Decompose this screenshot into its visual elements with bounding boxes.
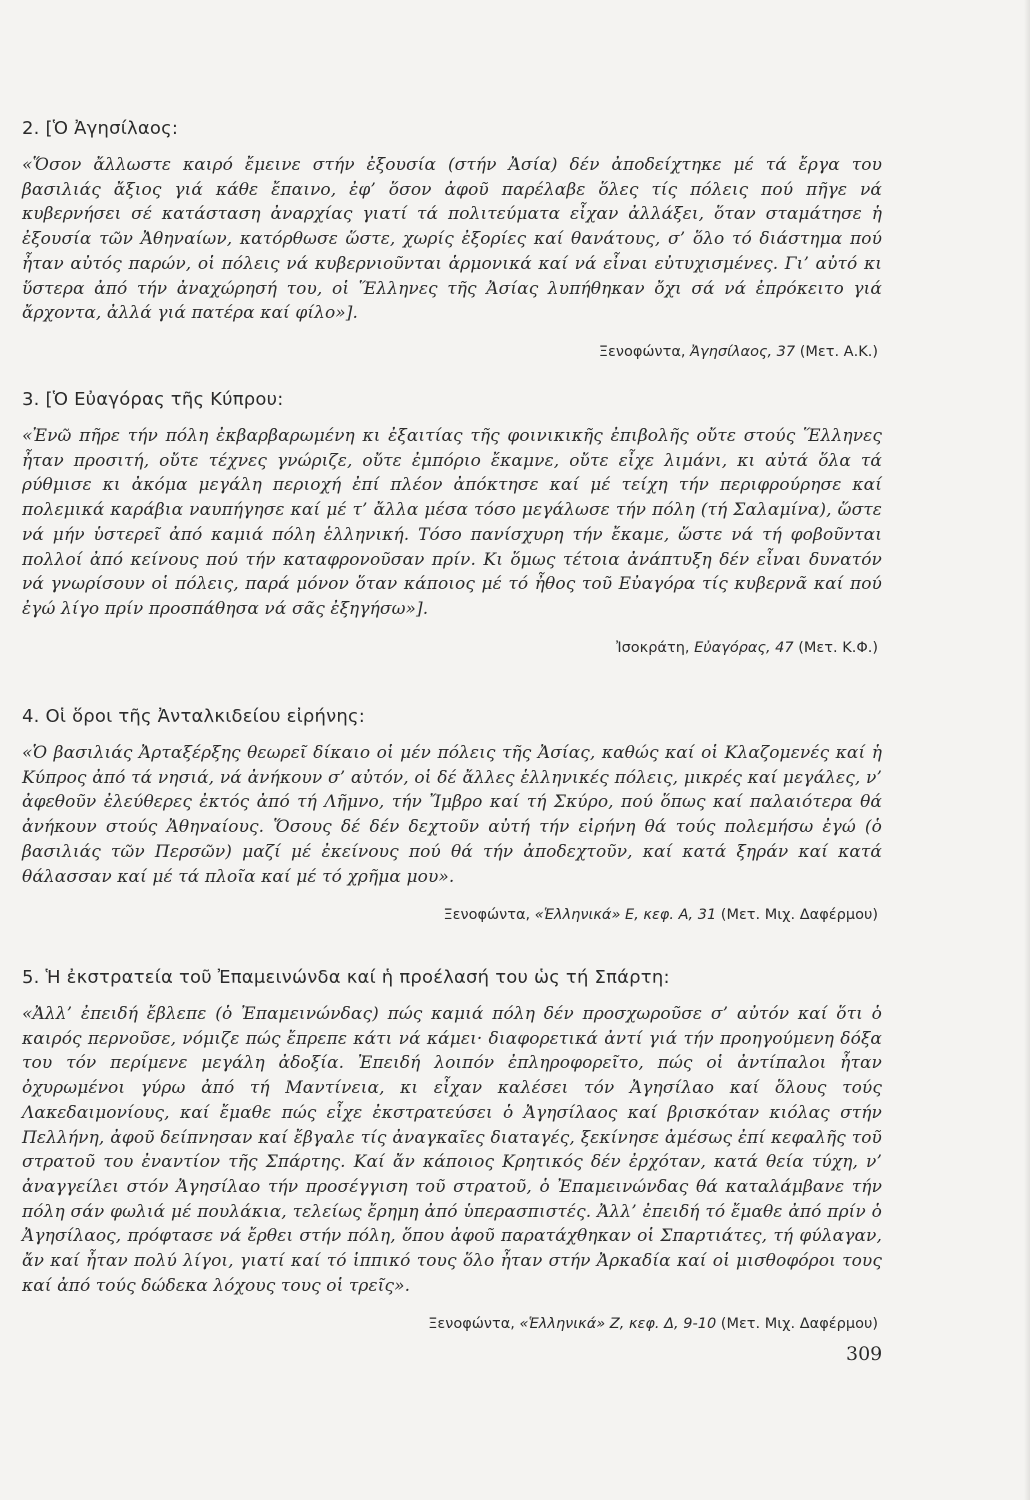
- citation-work: Εὐαγόρας, 47: [694, 639, 794, 656]
- page-edge-shadow: [1024, 0, 1030, 1500]
- section-heading: 2. [Ὁ Ἀγησίλαος:: [22, 118, 179, 139]
- section-citation: [22, 342, 882, 362]
- section-quote: «Ὅσον ἄλλωστε καιρό ἔμεινε στήν ἐξουσία (στήν Ἀσία) δέν ἀποδείχτηκε μέ τά ἔργα του βασιλιάς ἄξιος γιά κάθε ἔπαινο, ἐφ’ ὅσον ἀφοῦ παρέλαβε ὅλες τίς πόλεις πού πῆγε νά κυβερνήσει σέ κατάσταση ἀναρχίας γιατί τά πολιτεύματα εἶχαν ἀλλάξει, ὅταν σταμάτησε ἡ ἐξουσία τῶν Ἀθηναίων, κατόρθωσε ὥστε, χωρίς ἐξορίες καί θανάτους, σ’ ὅλο τό διάστημα πού ἦταν αὐτός παρών, οἱ πόλεις νά κυβερνιοῦνται ἁρμονικά καί νά εἶναι εὐτυχισμένες. Γι’ αὐτό κι ὕστερα ἀπό τήν ἀναχώρησή του, οἱ Ἕλληνες τῆς Ἀσίας λυπήθηκαν ὄχι σά νά ἐπρόκειτο γιά ἄρχοντα, ἀλλά γιά πατέρα καί φίλο»].: [22, 155, 882, 324]
- section-4: [22, 705, 882, 925]
- section-quote: «Ὁ βασιλιάς Ἀρταξέρξης θεωρεῖ δίκαιο οἱ μέν πόλεις τῆς Ἀσίας, καθώς καί οἱ Κλαζομενές καί ἡ Κύπρος ἀπό τά νησιά, νά ἀνήκουν σ’ αὐτόν, οἱ δέ ἄλλες ἑλληνικές πόλεις, μικρές καί μεγάλες, ν’ ἀφεθοῦν ἐλεύθερες ἐκτός ἀπό τή Λῆμνο, τήν Ἴμβρο καί τή Σκύρο, πού ὅπως καί παλαιότερα θά ἀνήκουν στούς Ἀθηναίους. Ὅσους δέ δέν δεχτοῦν αὐτή τήν εἰρήνη θά τούς πολεμήσω ἐγώ (ὁ βασιλιάς τῶν Περσῶν) μαζί μέ ἐκείνους πού θά τήν ἀποδεχτοῦν, καί κατά ξηράν καί κατά θάλασσαν καί μέ τά πλοῖα καί μέ τό χρῆμα μου».: [22, 743, 882, 887]
- citation-translator: (Μετ. Κ.Φ.): [793, 639, 878, 656]
- citation-work: «Ἑλληνικά» Ζ, κεφ. Δ, 9-10: [519, 1316, 717, 1333]
- page-number: 309: [846, 1343, 883, 1365]
- section-heading: 3. [Ὁ Εὐαγόρας τῆς Κύπρου:: [22, 389, 284, 410]
- citation-translator: (Μετ. Α.Κ.): [795, 343, 878, 360]
- section-3: [22, 388, 882, 658]
- section-quote: «Ἐνῶ πῆρε τήν πόλη ἐκβαρβαρωμένη κι ἐξαιτίας τῆς φοινικικῆς ἐπιβολῆς οὔτε στούς Ἕλληνες ἦταν προσιτή, οὔτε τέχνες γνώριζε, οὔτε ἐμπόριο ἔκαμνε, οὔτε εἶχε λιμάνι, κι αὐτά ὅλα τά ρύθμισε κι ἀκόμα μεγάλη περιοχή ἐπί πλέον ἀπόκτησε καί μέ τείχη τήν περιφρούρησε καί πολεμικά καράβια ναυπήγησε καί μέ τ’ ἄλλα μέσα τόσο μεγάλωσε τήν πόλη (τή Σαλαμίνα), ὥστε νά μήν ὑστερεῖ ἀπό καμιά πόλη ἑλληνική. Τόσο πανίσχυρη τήν ἔκαμε, ὥστε νά τή φοβοῦνται πολλοί ἀπό κείνους πού τήν καταφρονοῦσαν πρίν. Κι ὅμως τέτοια ἀνάπτυξη δέν εἶναι δυνατόν νά γνωρίσουν οἱ πόλεις, παρά μόνον ὅταν κάποιος μέ τό ἦθος τοῦ Εὐαγόρα τίς κυβερνᾶ καί πού ἐγώ λίγο πρίν προσπάθησα νά σᾶς ἐξηγήσω»].: [22, 426, 882, 619]
- citation-author: Ξενοφώντα,: [428, 1316, 520, 1333]
- section-quote: «Ἀλλ’ ἐπειδή ἔβλεπε (ὁ Ἐπαμεινώνδας) πώς καμιά πόλη δέν προσχωροῦσε σ’ αὐτόν καί ὅτι ὁ καιρός περνοῦσε, νόμιζε πώς ἔπρεπε κάτι νά κάμει· διαφορετικά ἀντί γιά τήν προηγούμενη δόξα του τόν περίμενε μεγάλη ἀδοξία. Ἐπειδή λοιπόν ἐπληροφορεῖτο, πώς οἱ ἀντίπαλοι ἦταν ὀχυρωμένοι γύρω ἀπό τή Μαντίνεια, κι εἶχαν καλέσει τόν Ἀγησίλαο καί ὅλους τούς Λακεδαιμονίους, καί ἔμαθε πώς εἶχε ἐκστρατεύσει ὁ Ἀγησίλαος καί βρισκόταν κιόλας στήν Πελλήνη, ἀφοῦ δείπνησαν καί ἔβγαλε τίς ἀναγκαῖες διαταγές, ξεκίνησε ἀμέσως ἐπί κεφαλῆς τοῦ στρατοῦ του ἐναντίον τῆς Σπάρτης. Καί ἄν κάποιος Κρητικός δέν ἐρχόταν, κατά θεία τύχη, ν’ ἀναγγείλει στόν Ἀγησίλαο τήν προσέγγιση τοῦ στρατοῦ, ὁ Ἐπαμεινώνδας θά καταλάμβανε τήν πόλη σάν φωλιά μέ πουλάκια, τελείως ἔρημη ἀπό ὑπερασπιστές. Ἀλλ’ ἐπειδή τό ἔμαθε ἀπό πρίν ὁ Ἀγησίλαος, πρόφτασε νά ἔρθει στήν πόλη, ὅπου ἀφοῦ παρατάχθηκαν οἱ Σπαρτιάτες, τή φύλαγαν, ἄν καί ἦταν πολύ λίγοι, γιατί καί τό ἱππικό τους ὅλο ἦταν στήν Ἀρκαδία καί οἱ μισθοφόροι τους καί ἀπό τούς δώδεκα λόχους τους οἱ τρεῖς».: [22, 1004, 882, 1296]
- citation-author: Ξενοφώντα,: [598, 343, 691, 360]
- section-heading: 4. Οἱ ὅροι τῆς Ἀνταλκιδείου εἰρήνης:: [22, 706, 366, 727]
- section-citation: [22, 905, 882, 925]
- citation-translator: (Μετ. Μιχ. Δαφέρμου): [716, 1316, 878, 1333]
- citation-author: Ἰσοκράτη,: [616, 639, 695, 656]
- section-citation: [22, 1314, 882, 1334]
- citation-translator: (Μετ. Μιχ. Δαφέρμου): [716, 907, 878, 924]
- citation-work: Ἀγησίλαος, 37: [690, 343, 796, 360]
- section-2: [22, 117, 882, 362]
- citation-work: «Ἑλληνικά» Ε, κεφ. Α, 31: [534, 907, 717, 924]
- citation-author: Ξενοφώντα,: [443, 907, 535, 924]
- section-heading: 5. Ἡ ἐκστρατεία τοῦ Ἐπαμεινώνδα καί ἡ προέλασή του ὡς τή Σπάρτη:: [22, 967, 670, 988]
- section-5: [22, 966, 882, 1334]
- section-citation: [22, 638, 882, 658]
